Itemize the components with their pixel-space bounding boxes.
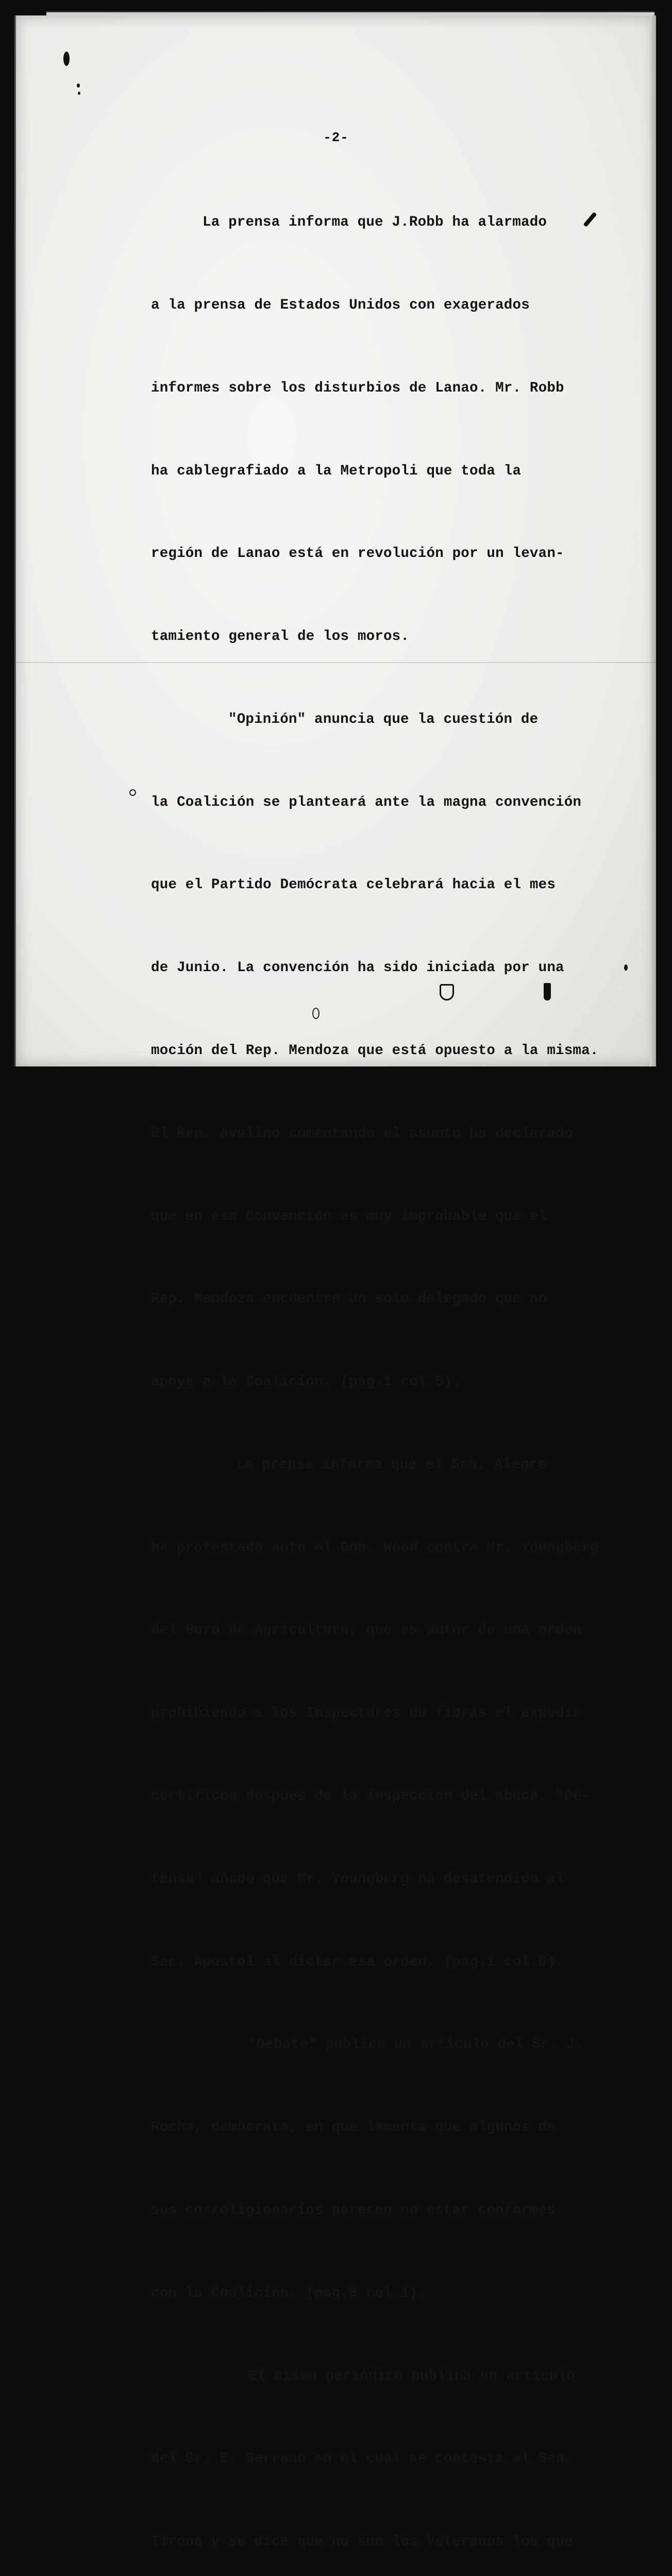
text-line: Rocha, demócrata, en que lamenta que algunos de (151, 2120, 556, 2136)
text-line: tamiento general de los moros. (151, 629, 410, 645)
page-number: -2- (323, 130, 349, 145)
text-line: apoye a la Coalición. (pag.1 col.5). (151, 1374, 461, 1391)
text-line: fensa" añade que Mr. Youngberg ha desatendido al (151, 1871, 564, 1887)
text-line: informes sobre los disturbios de Lanao. Mr. Robb (151, 380, 564, 396)
text-line: El mismo periódico publica un artículo (248, 2368, 575, 2384)
page-right-edge (650, 15, 656, 1066)
text-line: ha protestado ante el Gob. Wood contra Mr. Youngberg (151, 1539, 599, 1556)
text-line: prohibiendo a los Inspectores de fibras el expedir (151, 1705, 582, 1722)
text-line: región de Lanao está en revolución por un levan- (151, 546, 564, 562)
text-line: con la Coalición. (pag.8 col.1). (151, 2285, 427, 2301)
text-line: a la prensa de Estados Unidos con exagerados (151, 297, 530, 313)
text-line: Rep. Mendoza encuentre un solo delegado que no (151, 1291, 547, 1308)
document-page (14, 15, 656, 2550)
ink-speck (129, 789, 136, 796)
text-line: certificos despues de la inspección del abacá. "De- (151, 1788, 590, 1805)
ink-speck (77, 83, 80, 88)
text-line: La prensa informa que el Sen. Alegre (236, 1456, 546, 1473)
text-line: que en esa Convención es muy improbable que el (151, 1208, 547, 1225)
ink-blot (63, 52, 70, 66)
text-line: la Coalición se planteará ante la magna convención (151, 794, 582, 810)
text-line: "Debate" publica un articulo del Sr. J. (248, 2037, 584, 2053)
text-line: "Opinión" anuncia que la cuestión de (228, 711, 539, 727)
text-line: La prensa informa que J.Robb ha alarmado (203, 214, 547, 231)
text-line: de Junio. La convención ha sido iniciada por una (151, 960, 564, 976)
text-line: del Buró de Agricultura, que es autor de una orden (151, 1622, 582, 1639)
text-line: El Rep. Avelino comentando el asunto ha declarado (151, 1125, 573, 1142)
text-line: que el Partido Demócrata celebrará hacia el mes (151, 877, 556, 893)
text-line: Sec. Apostol al dictar esa orden. (pag.1 col.8). (151, 1954, 564, 1970)
typed-body-text (151, 154, 604, 2576)
text-line: moción del Rep. Mendoza que está opuesto a la misma. (151, 1043, 599, 1059)
text-line: ha cablegrafiado a la Metropoli que toda la (151, 463, 522, 479)
text-line: Tirona y se dice que no son los Veteranos los que (151, 2534, 573, 2550)
ink-speck (624, 964, 628, 971)
text-line: del Sr. E. Serrano en el cual se contesta al Sen. (151, 2451, 573, 2467)
ink-speck (78, 92, 80, 95)
text-line: sus correligionarios parecen no estar conformes (151, 2202, 556, 2218)
